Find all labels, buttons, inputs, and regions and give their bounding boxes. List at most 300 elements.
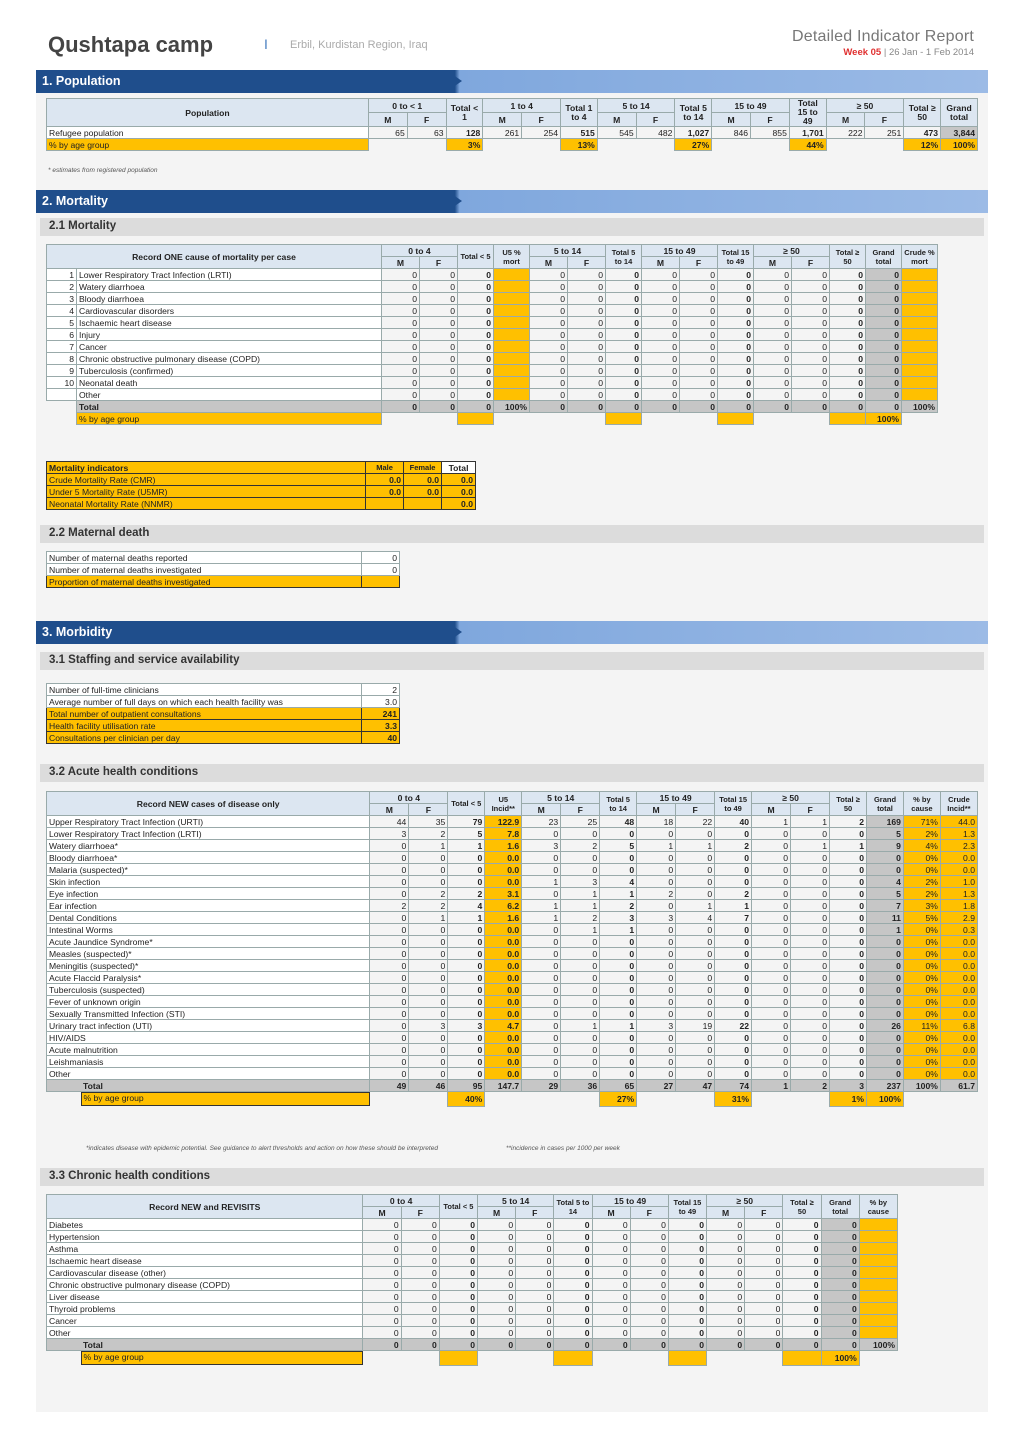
acute-value: 0 [370,852,409,864]
age-group-header: 0 to 4 [363,1195,439,1207]
mortality-value: 0 [754,293,792,305]
camp-name: Qushtapa camp [48,32,214,57]
acute-value: 0.0 [485,1032,522,1044]
subsection-title: 2.1 Mortality [49,220,117,232]
acute-value: 0 [676,1008,715,1020]
staffing-label: Consultations per clinician per day [47,732,362,744]
maternal-death-table [46,551,400,588]
chronic-value: 0 [630,1219,668,1231]
acute-value: 0 [448,924,485,936]
row-number: 5 [47,317,77,329]
acute-conditions-table [46,791,978,1107]
chronic-value: 0 [745,1315,783,1327]
chronic-value: 0 [745,1303,783,1315]
empty-cell [902,413,938,425]
chronic-label: Other [47,1327,363,1339]
mortality-value: 0 [866,329,902,341]
report-week [843,47,974,58]
chronic-value: 0 [668,1231,706,1243]
chronic-value [859,1327,897,1339]
staffing-row [47,732,400,744]
acute-value: 0 [600,864,637,876]
mortality-value: 0 [680,317,718,329]
acute-value: 0 [867,852,904,864]
chronic-value: 0 [478,1303,516,1315]
empty-cell [368,139,407,151]
pct-value [458,413,494,425]
total-header: U5 Incid** [485,792,522,816]
mortality-value: 0 [530,317,568,329]
pct-row [47,1351,898,1366]
crude-total: 100% [902,401,938,413]
chronic-value: 0 [516,1219,554,1231]
acute-value: 0 [409,996,448,1008]
total-header: Total < 1 [446,99,483,127]
mortality-value: 0 [718,377,754,389]
age-group-header: 5 to 14 [597,99,675,113]
acute-value: 0 [752,948,791,960]
header-row [47,792,978,804]
condition-label: Lower Respiratory Tract Infection (LRTI) [47,828,370,840]
condition-label: Intestinal Worms [47,924,370,936]
chronic-value: 0 [478,1231,516,1243]
mortality-value: 0 [420,305,458,317]
female-header: Female [404,462,442,474]
acute-value: 1 [522,876,561,888]
acute-value: 1 [676,900,715,912]
total-value: 0 [668,1339,706,1351]
staffing-value: 2 [362,684,400,696]
population-value: 1,027 [675,127,712,139]
mortality-value: 0 [754,305,792,317]
chronic-value: 0 [478,1279,516,1291]
mortality-value: 0 [642,377,680,389]
mortality-value: 0 [866,389,902,401]
mortality-value: 0 [458,353,494,365]
acute-value: 0 [867,1008,904,1020]
mortality-value: 0 [568,281,606,293]
mortality-value: 0 [642,269,680,281]
total-label-cell [47,1339,363,1351]
acute-value: 0 [600,1068,637,1080]
condition-label: Dental Conditions [47,912,370,924]
mortality-value: 0 [606,269,642,281]
population-value: 846 [712,127,751,139]
chronic-value: 0 [439,1243,477,1255]
female-header: F [792,257,830,269]
chronic-row [47,1315,898,1327]
acute-value: 0 [637,852,676,864]
acute-value: 0 [522,948,561,960]
acute-value: 0 [791,828,830,840]
condition-label: Eye infection [47,888,370,900]
age-group-header: 0 to < 1 [368,99,446,113]
acute-row [47,840,978,852]
acute-value: 2% [903,876,940,888]
total-value: 0 [382,401,420,413]
mortality-value: 0 [420,269,458,281]
chronic-value: 0 [707,1315,745,1327]
acute-value: 1 [867,924,904,936]
age-group-header: 0 to 4 [382,245,458,257]
male-header: M [478,1207,516,1219]
acute-value: 44.0 [940,816,977,828]
mortality-value: 0 [606,389,642,401]
mortality-value [902,281,938,293]
acute-value: 0% [903,864,940,876]
acute-value: 0 [637,828,676,840]
acute-value: 0 [409,1032,448,1044]
condition-label: Upper Respiratory Tract Infection (URTI) [47,816,370,828]
acute-value: 0.0 [485,876,522,888]
chronic-value: 0 [592,1255,630,1267]
acute-value: 23 [522,816,561,828]
mortality-row [47,269,938,281]
acute-value: 2 [715,888,752,900]
acute-value: 1.6 [485,912,522,924]
chronic-value: 0 [401,1303,439,1315]
acute-value: 0 [561,996,600,1008]
mortality-value: 0 [718,281,754,293]
acute-value: 0 [637,924,676,936]
acute-value: 1 [791,816,830,828]
acute-value: 0 [752,912,791,924]
empty-cell [792,413,830,425]
cause-label: Ischaemic heart disease [77,317,382,329]
mortality-value: 0 [830,353,866,365]
condition-label: Other [47,1068,370,1080]
mortality-value: 0 [792,281,830,293]
total-value: 0 [630,1339,668,1351]
header-separator: I [264,36,268,52]
chronic-label: Liver disease [47,1291,363,1303]
chronic-value: 0 [592,1303,630,1315]
acute-value: 0 [637,960,676,972]
total-value: 27 [637,1080,676,1092]
male-header: M [382,257,420,269]
acute-value: 0 [791,972,830,984]
total-header: Total 5 to 14 [600,792,637,816]
acute-value: 0 [637,1044,676,1056]
mortality-value: 0 [754,353,792,365]
acute-value: 0 [676,984,715,996]
acute-value: 0 [409,852,448,864]
population-value: 855 [751,127,790,139]
row-header: Population [47,99,369,127]
empty-cell [636,139,675,151]
acute-value: 0 [676,852,715,864]
pct-label: % by age group [81,1092,370,1106]
population-value: 545 [597,127,636,139]
total-header: Total 15 to 49 [715,792,752,816]
acute-value: 44 [370,816,409,828]
mortality-value: 0 [530,365,568,377]
total-value: 65 [600,1080,637,1092]
chronic-value: 0 [745,1243,783,1255]
chronic-value: 0 [478,1291,516,1303]
acute-value: 0 [791,996,830,1008]
chronic-row [47,1291,898,1303]
acute-value: 22 [715,1020,752,1032]
chronic-value: 0 [783,1255,821,1267]
pct-value [606,413,642,425]
acute-value: 0 [676,972,715,984]
acute-value: 0 [676,948,715,960]
acute-value: 0 [637,936,676,948]
acute-value: 0 [448,948,485,960]
acute-value: 0 [637,1056,676,1068]
acute-value: 3.1 [485,888,522,900]
mortality-value: 0 [530,329,568,341]
male-header: M [370,804,409,816]
acute-value: 0 [830,936,867,948]
acute-value: 0 [600,984,637,996]
chronic-row [47,1219,898,1231]
chronic-value: 0 [439,1279,477,1291]
mortality-value: 0 [420,365,458,377]
acute-value: 0 [867,1032,904,1044]
acute-value: 0 [448,936,485,948]
maternal-row [47,564,400,576]
mortality-value: 0 [792,389,830,401]
acute-value: 1.0 [940,876,977,888]
staffing-value: 241 [362,708,400,720]
acute-value: 0 [370,864,409,876]
row-number: 4 [47,305,77,317]
empty-cell [637,1092,676,1107]
acute-value: 7.8 [485,828,522,840]
cause-label: Other [77,389,382,401]
mortality-value: 0 [830,281,866,293]
chronic-value: 0 [821,1279,859,1291]
chronic-value: 0 [821,1267,859,1279]
condition-label: Tuberculosis (suspected) [47,984,370,996]
chronic-value: 0 [363,1243,401,1255]
acute-value: 0 [791,900,830,912]
condition-label: Watery diarrhoea* [47,840,370,852]
acute-value: 11% [903,1020,940,1032]
pct-value [718,413,754,425]
acute-value: 0 [715,876,752,888]
acute-value: 0.0 [940,864,977,876]
chronic-value [859,1303,897,1315]
empty-cell [363,1351,401,1366]
pct-row [47,1092,978,1107]
indicator-female: 0.0 [404,486,442,498]
section-title: 2. Mortality [42,194,108,208]
mortality-value: 0 [568,389,606,401]
acute-value: 0 [370,972,409,984]
acute-value: 0 [522,828,561,840]
acute-value: 0 [409,1044,448,1056]
mortality-value: 0 [680,341,718,353]
acute-value: 2 [409,828,448,840]
total-value: 0 [478,1339,516,1351]
pct-value [668,1351,706,1366]
acute-value: 3 [561,876,600,888]
chronic-value: 0 [821,1291,859,1303]
mortality-value: 0 [458,377,494,389]
maternal-value: 0 [362,564,400,576]
age-group-header: ≥ 50 [707,1195,783,1207]
empty-cell [485,1092,522,1107]
row-number: 8 [47,353,77,365]
chronic-value: 0 [745,1279,783,1291]
acute-row [47,900,978,912]
acute-value: 1 [752,816,791,828]
chronic-value: 0 [439,1219,477,1231]
acute-value: 0 [676,1032,715,1044]
population-value: 3,844 [941,127,978,139]
acute-value: 0 [830,924,867,936]
mortality-value: 0 [382,353,420,365]
acute-value: 0 [637,972,676,984]
age-group-header: 15 to 49 [712,99,790,113]
chronic-value: 0 [554,1327,592,1339]
acute-value: 0 [676,936,715,948]
mortality-value [902,305,938,317]
cause-label: Bloody diarrhoea [77,293,382,305]
pct-grand: 100% [821,1351,859,1366]
mortality-value: 0 [866,281,902,293]
acute-value: 0.0 [485,1008,522,1020]
mortality-value [902,317,938,329]
acute-note-epidemic: *indicates disease with epidemic potential. See guidance to alert thresholds and action on how these should be interpreted [86,1145,438,1152]
mortality-value: 0 [458,317,494,329]
grand-total-header: Grand total [941,99,978,127]
acute-value: 0 [522,984,561,996]
chronic-value [859,1255,897,1267]
pct-label-cell [47,1092,370,1107]
mortality-value [494,341,530,353]
pct-grand: 100% [867,1092,904,1107]
chronic-value: 0 [554,1231,592,1243]
acute-row [47,960,978,972]
acute-value: 0 [791,1008,830,1020]
female-header: F [791,804,830,816]
acute-value: 0.0 [940,1032,977,1044]
acute-value: 1 [409,840,448,852]
chronic-value: 0 [592,1291,630,1303]
mortality-value: 0 [642,341,680,353]
acute-value: 1 [561,1020,600,1032]
staffing-value: 3.0 [362,696,400,708]
acute-value: 0.0 [485,1056,522,1068]
mortality-value: 0 [382,377,420,389]
acute-value: 0 [522,996,561,1008]
age-group-header: ≥ 50 [754,245,830,257]
male-header: M [597,113,636,127]
mortality-value: 0 [568,269,606,281]
chronic-value: 0 [592,1231,630,1243]
population-value: 482 [636,127,675,139]
acute-value: 3 [448,1020,485,1032]
chronic-value: 0 [363,1279,401,1291]
acute-value: 0 [791,888,830,900]
row-number: 2 [47,281,77,293]
pct-value [554,1351,592,1366]
maternal-row [47,552,400,564]
acute-value: 2.3 [940,840,977,852]
acute-row [47,1032,978,1044]
chronic-value: 0 [592,1279,630,1291]
chronic-value: 0 [821,1255,859,1267]
acute-value: 0 [752,960,791,972]
acute-value: 0 [561,1056,600,1068]
acute-value: 0 [637,948,676,960]
acute-value: 0 [752,1044,791,1056]
acute-value: 1 [830,840,867,852]
chronic-value: 0 [363,1267,401,1279]
acute-value: 0 [867,996,904,1008]
chronic-value: 0 [668,1279,706,1291]
acute-value: 3% [903,900,940,912]
acute-value: 1 [600,1020,637,1032]
population-value: 251 [865,127,904,139]
age-group-header: 5 to 14 [530,245,606,257]
chronic-value: 0 [592,1315,630,1327]
acute-value: 0 [867,960,904,972]
acute-value: 5 [867,828,904,840]
chronic-value: 0 [821,1243,859,1255]
staffing-table [46,683,400,744]
mortality-value: 0 [458,305,494,317]
mortality-value: 0 [830,305,866,317]
mortality-value: 0 [642,293,680,305]
mortality-value: 0 [866,305,902,317]
acute-value: 0 [715,1056,752,1068]
empty-cell [680,413,718,425]
acute-value: 0 [830,1044,867,1056]
acute-value: 0 [867,1068,904,1080]
pct-value [830,413,866,425]
header-row [47,462,476,474]
empty-cell [401,1351,439,1366]
chronic-value: 0 [821,1315,859,1327]
acute-row [47,1008,978,1020]
acute-value: 0 [600,996,637,1008]
total-value: 49 [370,1080,409,1092]
chronic-value: 0 [707,1219,745,1231]
total-header: % by cause [859,1195,897,1219]
mortality-value: 0 [420,317,458,329]
acute-value: 0 [409,924,448,936]
chronic-value: 0 [668,1303,706,1315]
mortality-value: 0 [718,389,754,401]
condition-label: Leishmaniasis [47,1056,370,1068]
chronic-value: 0 [783,1315,821,1327]
acute-value: 0 [522,852,561,864]
chronic-value: 0 [745,1291,783,1303]
staffing-value: 3.3 [362,720,400,732]
chronic-value: 0 [554,1267,592,1279]
mortality-value: 0 [642,365,680,377]
acute-value: 0 [715,972,752,984]
acute-value: 0 [409,984,448,996]
female-header: F [865,113,904,127]
indicator-male: 0.0 [366,486,404,498]
week-number: Week 05 [843,47,882,58]
mortality-row [47,293,938,305]
age-group-header: 1 to 4 [483,99,561,113]
acute-value: 0.0 [940,948,977,960]
header-row [47,245,938,257]
indicator-label: Under 5 Mortality Rate (U5MR) [47,486,366,498]
acute-value: 0 [448,1032,485,1044]
empty-cell [494,413,530,425]
indicators-title: Mortality indicators [47,462,366,474]
empty-cell [676,1092,715,1107]
